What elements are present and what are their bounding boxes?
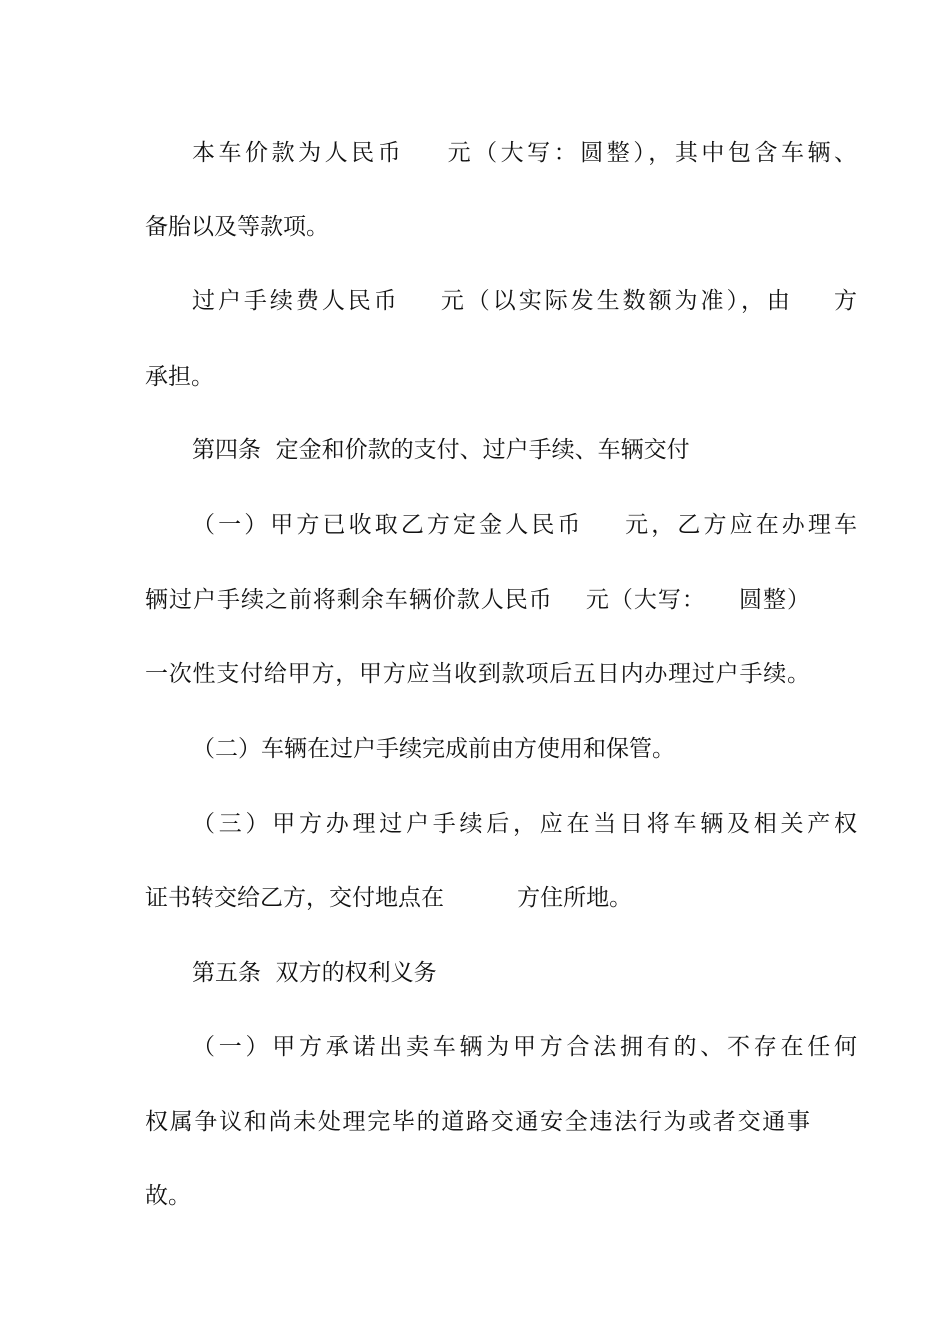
paragraph-line: （一）甲方已收取乙方定金人民币 元，乙方应在办理车 <box>192 512 857 538</box>
paragraph-line: 证书转交给乙方，交付地点在 方住所地。 <box>145 885 633 911</box>
paragraph-line: （一）甲方承诺出卖车辆为甲方合法拥有的、不存在任何 <box>192 1034 857 1060</box>
section-heading: 第五条 双方的权利义务 <box>192 960 437 986</box>
paragraph-line: 一次性支付给甲方，甲方应当收到款项后五日内办理过户手续。 <box>145 661 810 687</box>
paragraph-line: 辆过户手续之前将剩余车辆价款人民币 元（大写： 圆整） <box>145 587 810 613</box>
section-heading: 第四条 定金和价款的支付、过户手续、车辆交付 <box>192 437 690 463</box>
paragraph-line: （二）车辆在过户手续完成前由方使用和保管。 <box>192 736 675 762</box>
paragraph-line: 承担。 <box>145 364 214 390</box>
paragraph-line: 故。 <box>145 1183 191 1209</box>
paragraph-line: 权属争议和尚未处理完毕的道路交通安全违法行为或者交通事 <box>145 1109 810 1135</box>
paragraph-line: （三）甲方办理过户手续后，应在当日将车辆及相关产权 <box>192 811 857 837</box>
paragraph-line: 备胎以及等款项。 <box>145 214 329 240</box>
paragraph-line: 过户手续费人民币 元（以实际发生数额为准），由 方 <box>192 288 857 314</box>
paragraph-line: 本车价款为人民币 元（大写：圆整），其中包含车辆、 <box>192 140 857 166</box>
